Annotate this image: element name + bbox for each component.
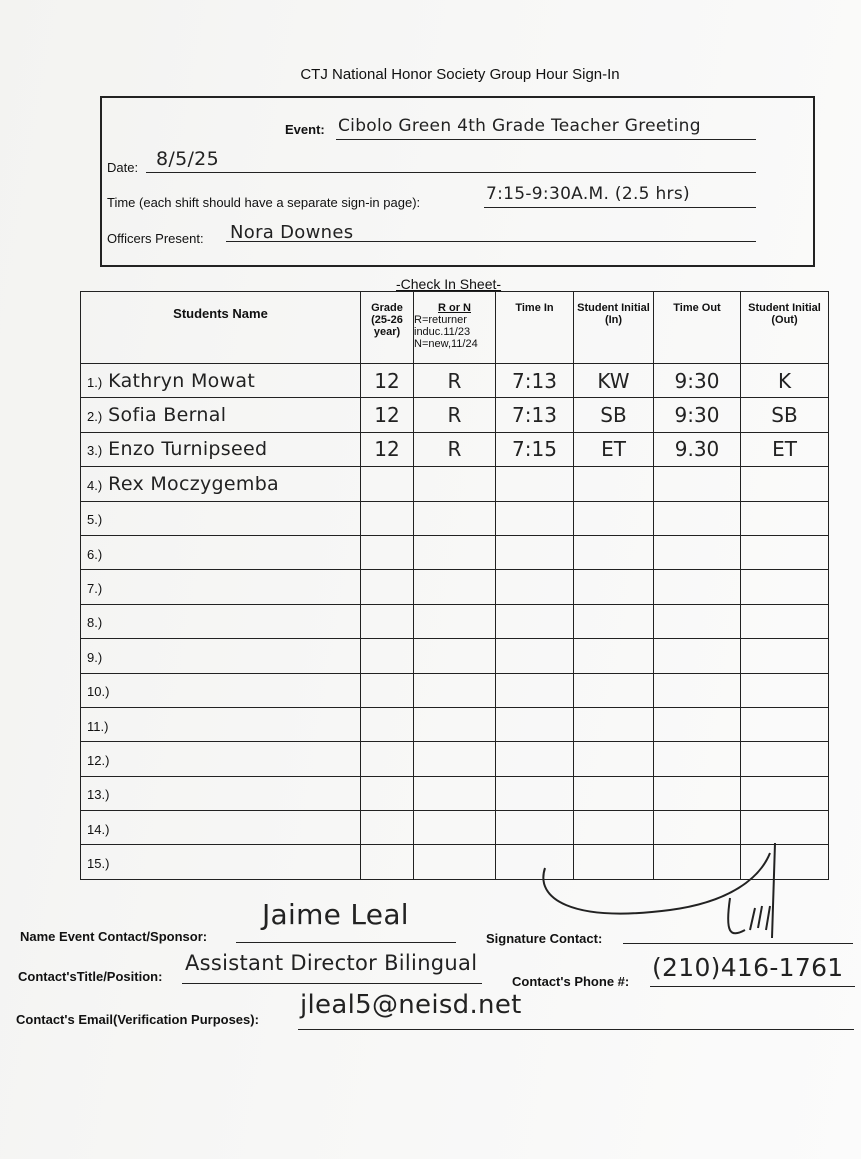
header-r-or-n [414,292,496,364]
header-time-out: Time Out [654,292,741,364]
initial-in-cell[interactable]: SB [574,398,654,432]
email-line [298,1029,854,1030]
date-value[interactable]: 8/5/25 [156,148,219,170]
header-time-in: Time In [496,292,574,364]
initial-in-cell[interactable] [574,673,654,707]
rorn-cell[interactable] [414,811,496,845]
table-row [81,501,829,535]
time-out-cell[interactable] [654,776,741,810]
grade-cell[interactable] [361,639,414,673]
table-row [81,776,829,810]
time-in-cell[interactable] [496,535,574,569]
rorn-cell[interactable]: R [414,364,496,398]
r-or-n-title: R or N [438,302,471,314]
time-in-cell[interactable] [496,673,574,707]
time-in-cell[interactable] [496,604,574,638]
initial-out-cell[interactable] [741,742,829,776]
grade-cell[interactable] [361,776,414,810]
student-name-cell[interactable] [81,639,361,673]
table-row [81,604,829,638]
grade-cell[interactable] [361,467,414,501]
sponsor-name-line [236,942,456,943]
rorn-cell[interactable] [414,604,496,638]
grade-cell[interactable] [361,811,414,845]
row-number: 11.) [87,718,109,734]
time-out-cell[interactable]: 9:30 [654,398,741,432]
rorn-cell[interactable] [414,570,496,604]
grade-cell[interactable]: 12 [361,432,414,466]
sponsor-name-value[interactable]: Jaime Leal [262,898,409,931]
title-position-label: Contact'sTitle/Position: [18,969,163,984]
time-label: Time (each shift should have a separate sign-in page): [107,195,421,210]
time-in-cell[interactable] [496,707,574,741]
time-in-cell[interactable] [496,776,574,810]
initial-in-cell[interactable] [574,467,654,501]
phone-value[interactable]: (210)416-1761 [652,953,844,982]
initial-in-cell[interactable] [574,570,654,604]
time-in-cell[interactable] [496,639,574,673]
r-or-n-returner: R=returner induc.11/23 [414,314,471,338]
row-number: 15.) [87,856,110,872]
student-name: Enzo Turnipseed [108,438,268,461]
row-number: 4.) [87,477,103,493]
rorn-cell[interactable] [414,535,496,569]
row-number: 6.) [87,546,103,562]
row-number: 13.) [87,787,110,803]
initial-out-cell[interactable] [741,776,829,810]
form-title: CTJ National Honor Society Group Hour Sign-In [300,66,620,83]
date-label: Date: [107,160,139,175]
time-out-cell[interactable] [654,707,741,741]
student-name-cell[interactable] [81,742,361,776]
grade-cell[interactable]: 12 [361,398,414,432]
initial-in-cell[interactable] [574,604,654,638]
sponsor-name-label: Name Event Contact/Sponsor: [20,929,208,944]
initial-in-cell[interactable] [574,742,654,776]
row-number: 9.) [87,649,103,665]
phone-line [650,986,855,987]
initial-out-cell[interactable] [741,639,829,673]
table-row [81,467,829,501]
rorn-cell[interactable] [414,845,496,879]
student-name-cell[interactable] [81,845,361,879]
initial-out-cell[interactable] [741,604,829,638]
initial-out-cell[interactable]: ET [741,432,829,466]
title-position-line [182,983,482,984]
email-label: Contact's Email(Verification Purposes): [16,1012,259,1027]
grade-cell[interactable] [361,742,414,776]
initial-out-cell[interactable] [741,467,829,501]
grade-cell[interactable] [361,707,414,741]
rorn-cell[interactable] [414,501,496,535]
rorn-cell[interactable] [414,707,496,741]
phone-label: Contact's Phone #: [512,974,630,989]
student-name-cell[interactable] [81,501,361,535]
initial-out-cell[interactable] [741,535,829,569]
initial-in-cell[interactable]: KW [574,364,654,398]
initial-out-cell[interactable] [741,707,829,741]
student-name: Kathryn Mowat [108,369,256,392]
time-line [484,207,756,208]
grade-cell[interactable] [361,501,414,535]
date-line [146,172,756,173]
initial-out-cell[interactable] [741,570,829,604]
time-in-cell[interactable]: 7:13 [496,398,574,432]
event-label: Event: [285,122,325,137]
time-value[interactable]: 7:15-9:30A.M. (2.5 hrs) [486,184,690,204]
student-name-cell[interactable] [81,707,361,741]
initial-in-cell[interactable] [574,707,654,741]
officers-label: Officers Present: [107,231,204,246]
grade-cell[interactable] [361,535,414,569]
r-or-n-new: N=new,11/24 [414,338,478,350]
student-name-cell[interactable] [81,604,361,638]
row-number: 1.) [87,374,103,390]
initial-in-cell[interactable] [574,776,654,810]
initial-out-cell[interactable]: K [741,364,829,398]
table-row [81,673,829,707]
signature-scribble [530,838,830,948]
table-row [81,707,829,741]
table-row [81,742,829,776]
signature-label: Signature Contact: [486,931,603,946]
time-out-cell[interactable] [654,742,741,776]
time-in-cell[interactable]: 7:13 [496,364,574,398]
row-number: 10.) [87,684,110,700]
student-name-cell[interactable] [81,432,361,466]
time-out-cell[interactable] [654,501,741,535]
initial-in-cell[interactable]: ET [574,432,654,466]
title-position-value[interactable]: Assistant Director Bilingual [185,951,478,975]
student-name-cell[interactable] [81,535,361,569]
row-number: 12.) [87,752,110,768]
event-line [336,139,756,140]
time-out-cell[interactable]: 9:30 [654,364,741,398]
student-name-cell[interactable] [81,398,361,432]
row-number: 8.) [87,615,103,631]
initial-out-cell[interactable] [741,673,829,707]
table-row [81,535,829,569]
student-name: Rex Moczygemba [108,472,280,495]
rorn-cell[interactable] [414,673,496,707]
time-in-cell[interactable]: 7:15 [496,432,574,466]
time-in-cell[interactable] [496,501,574,535]
table-row [81,432,829,466]
checkin-title: -Check In Sheet- [396,276,502,292]
student-name-cell[interactable] [81,811,361,845]
time-out-cell[interactable] [654,570,741,604]
rorn-cell[interactable]: R [414,398,496,432]
rorn-cell[interactable] [414,776,496,810]
email-value[interactable]: jleal5@neisd.net [300,990,522,1020]
header-students-name: Students Name [81,292,361,364]
rorn-cell[interactable] [414,742,496,776]
time-out-cell[interactable] [654,673,741,707]
time-out-cell[interactable] [654,604,741,638]
header-initial-in: Student Initial (In) [574,292,654,364]
checkin-table [80,291,829,880]
time-out-cell[interactable] [654,535,741,569]
table-row [81,639,829,673]
rorn-cell[interactable] [414,467,496,501]
event-value[interactable]: Cibolo Green 4th Grade Teacher Greeting [338,116,701,136]
row-number: 7.) [87,581,103,597]
initial-in-cell[interactable] [574,535,654,569]
grade-cell[interactable] [361,673,414,707]
table-row [81,364,829,398]
grade-cell[interactable]: 12 [361,364,414,398]
row-number: 5.) [87,512,103,528]
initial-in-cell[interactable] [574,501,654,535]
row-number: 3.) [87,443,103,459]
student-name-cell[interactable] [81,570,361,604]
student-name-cell[interactable] [81,364,361,398]
header-initial-out: Student Initial (Out) [741,292,829,364]
student-name: Sofia Bernal [108,404,227,427]
student-name-cell[interactable] [81,467,361,501]
grade-cell[interactable] [361,604,414,638]
officers-value[interactable]: Nora Downes [230,222,354,243]
time-in-cell[interactable] [496,742,574,776]
rorn-cell[interactable]: R [414,432,496,466]
row-number: 14.) [87,821,110,837]
grade-cell[interactable] [361,845,414,879]
table-row [81,398,829,432]
row-number: 2.) [87,409,103,425]
initial-out-cell[interactable]: SB [741,398,829,432]
table-row [81,570,829,604]
initial-out-cell[interactable] [741,501,829,535]
header-grade: Grade (25-26 year) [361,292,414,364]
time-out-cell[interactable] [654,467,741,501]
time-out-cell[interactable]: 9.30 [654,432,741,466]
rorn-cell[interactable] [414,639,496,673]
time-in-cell[interactable] [496,467,574,501]
initial-in-cell[interactable] [574,639,654,673]
time-out-cell[interactable] [654,639,741,673]
student-name-cell[interactable] [81,776,361,810]
grade-cell[interactable] [361,570,414,604]
time-in-cell[interactable] [496,570,574,604]
student-name-cell[interactable] [81,673,361,707]
